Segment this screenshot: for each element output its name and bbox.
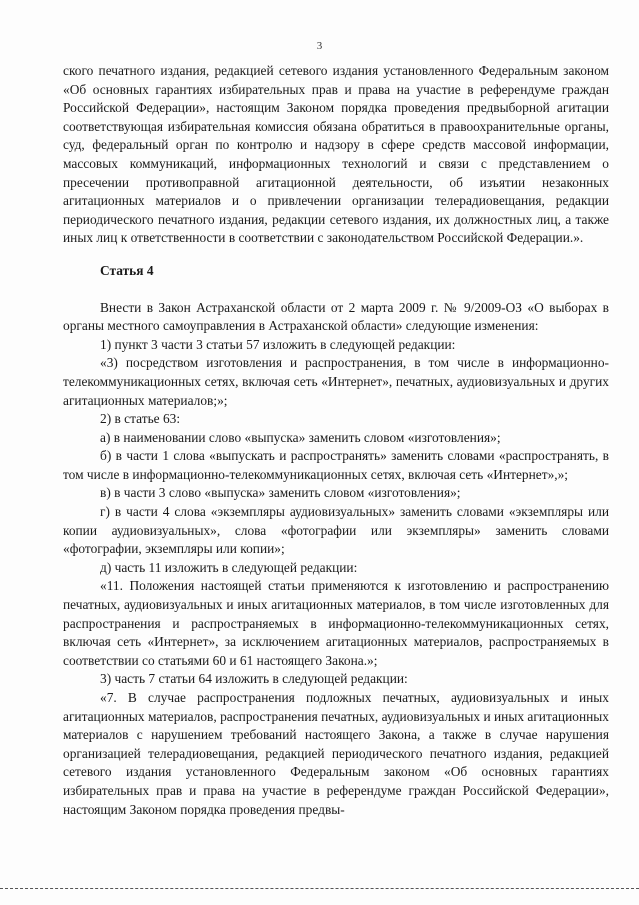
- paragraph-item: б) в части 1 слова «выпускать и распространять» заменить словами «распространять, в том числе в информационно-телекоммуникационных сетях, включая сеть «Интернет»,»;: [63, 448, 609, 482]
- article-title: Статья 4: [100, 262, 154, 278]
- page-number: 3: [316, 40, 323, 52]
- paragraph-item: «7. В случае распространения подложных печатных, аудиовизуальных и иных агитационных материалов, распространения печатных, аудиовизуальных и иных агитационных материалов с нарушением требований настоящего Закона, а также в случае нарушения организацией телерадиовещания, редакцией периодического печатного издания, редакцией сетевого издания установленного Федеральным законом «Об основных гарантиях избирательных прав и права на участие в референдуме граждан Российской Федерации», настоящим Законом порядка проведения предвы-: [63, 690, 609, 817]
- paragraph-intro: Внести в Закон Астраханской области от 2 марта 2009 г. № 9/2009-ОЗ «О выборах в органы местного самоуправления в Астраханской области» следующие изменения:: [63, 299, 609, 334]
- paragraph-item: г) в части 4 слова «экземпляры аудиовизуальных» заменить словами «экземпляры или копии аудиовизуальных», слова «фотографии или экземпляры» заменить словами «фотографии, экземпляры или копии»;: [63, 504, 609, 557]
- paragraph-item: а) в наименовании слово «выпуска» заменить словом «изготовления»;: [100, 429, 501, 445]
- document-body: [63, 62, 609, 819]
- paragraph-item: 1) пункт 3 части 3 статьи 57 изложить в следующей редакции:: [100, 336, 456, 352]
- page-bottom-divider: [0, 888, 639, 889]
- paragraph-item: «3) посредством изготовления и распространения, в том числе в информационно-телекоммуникационных сетях, включая сеть «Интернет», печатных, аудиовизуальных и других агитационных материалов;»;: [63, 355, 609, 408]
- paragraph-item: в) в части 3 слово «выпуска» заменить словом «изготовления»;: [100, 485, 461, 501]
- paragraph-continuation: ского печатного издания, редакцией сетевого издания установленного Федеральным законом «Об основных гарантиях избирательных прав и права на участие в референдуме граждан Российской Федерации», настоящим Законом порядка проведения предвыборной агитации соответствующая избирательная комиссия обязана обратиться в правоохранительные органы, суд, федеральный орган по контролю и надзору в сфере средств массовой информации, массовых коммуникаций, информационных технологий и связи с представлением о пресечении противоправной агитационной деятельности, об изъятии незаконных агитационных материалов и о привлечении организации телерадиовещания, редакции периодического печатного издания, редакции сетевого издания, их должностных лиц, а также иных лиц к ответственности в соответствии с законодательством Российской Федерации.».: [63, 63, 609, 246]
- paragraph-item: 2) в статье 63:: [100, 411, 181, 427]
- paragraph-item: д) часть 11 изложить в следующей редакции:: [100, 559, 358, 575]
- paragraph-item: «11. Положения настоящей статьи применяются к изготовлению и распространению печатных, аудиовизуальных и иных агитационных материалов, в том числе изготовленных для распространения и распространяемых в информационно-телекоммуникационных сетях, включая сеть «Интернет», за исключением агитационных материалов, распространяемых в соответствии со статьями 60 и 61 настоящего Закона.»;: [63, 578, 609, 668]
- paragraph-item: 3) часть 7 статьи 64 изложить в следующей редакции:: [100, 671, 408, 687]
